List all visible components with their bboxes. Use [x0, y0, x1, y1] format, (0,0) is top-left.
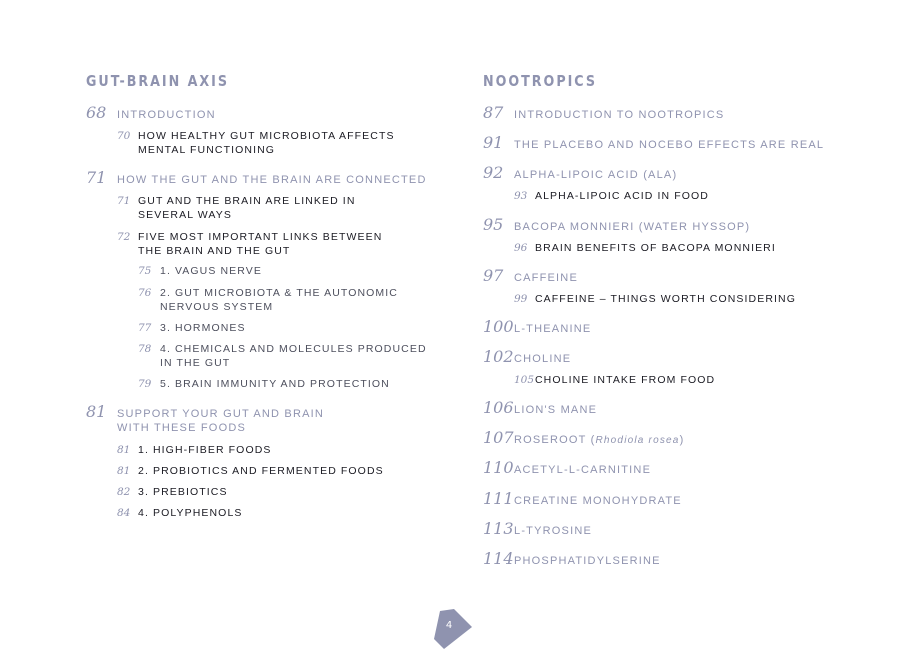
- entry-title: ALPHA-LIPOIC ACID (ALA): [514, 169, 678, 181]
- page-number: 79: [138, 378, 152, 390]
- page-number: 102: [483, 347, 514, 366]
- page-number: 75: [138, 265, 152, 277]
- entry-title: 2. PROBIOTICS AND FERMENTED FOODS: [138, 465, 384, 477]
- section-heading-gut-brain-axis: GUT-BRAIN AXIS: [86, 72, 230, 90]
- entry-title: ACETYL-L-CARNITINE: [514, 464, 652, 476]
- page-number: 68: [86, 103, 107, 122]
- entry-title: LION'S MANE: [514, 404, 598, 416]
- page-number: 105: [514, 374, 535, 386]
- page-number: 81: [117, 444, 131, 456]
- page-number: 84: [117, 507, 131, 519]
- page-number: 97: [483, 266, 504, 285]
- page-number: 111: [483, 489, 514, 508]
- entry-title: INTRODUCTION: [117, 109, 216, 121]
- entry-title: 4. POLYPHENOLS: [138, 507, 243, 519]
- page-number: 87: [483, 103, 504, 122]
- entry-title: L-TYROSINE: [514, 525, 593, 537]
- section-heading-nootropics: NOOTROPICS: [483, 72, 597, 90]
- entry-title-continued: WITH THESE FOODS: [117, 422, 247, 434]
- page-number: 113: [483, 519, 514, 538]
- page-number-label: 4: [445, 620, 453, 631]
- page-number: 91: [483, 133, 504, 152]
- page-number: 106: [483, 398, 514, 417]
- page-number: 76: [138, 287, 152, 299]
- entry-title: 2. GUT MICROBIOTA & THE AUTONOMIC: [160, 287, 398, 299]
- page-number: 72: [117, 231, 131, 243]
- page-number: 96: [514, 242, 528, 254]
- entry-title-continued: NERVOUS SYSTEM: [160, 301, 274, 313]
- page-number-badge: [434, 609, 472, 649]
- entry-title: 1. HIGH-FIBER FOODS: [138, 444, 272, 456]
- entry-title: GUT AND THE BRAIN ARE LINKED IN: [138, 195, 356, 207]
- entry-title: 5. BRAIN IMMUNITY AND PROTECTION: [160, 378, 390, 390]
- entry-title: FIVE MOST IMPORTANT LINKS BETWEEN: [138, 231, 383, 243]
- entry-title: BACOPA MONNIERI (WATER HYSSOP): [514, 221, 751, 233]
- page-number: 81: [86, 402, 107, 421]
- entry-title: 3. PREBIOTICS: [138, 486, 228, 498]
- entry-title: HOW THE GUT AND THE BRAIN ARE CONNECTED: [117, 174, 427, 186]
- entry-title: 4. CHEMICALS AND MOLECULES PRODUCED: [160, 343, 427, 355]
- page-number: 107: [483, 428, 514, 447]
- page-number: 71: [117, 195, 131, 207]
- entry-title: PHOSPHATIDYLSERINE: [514, 555, 661, 567]
- entry-title-continued: THE BRAIN AND THE GUT: [138, 245, 291, 257]
- entry-title: 3. HORMONES: [160, 322, 246, 334]
- page-number: 82: [117, 486, 131, 498]
- entry-title-start: ROSEROOT (: [514, 434, 596, 446]
- entry-title: CAFFEINE – THINGS WORTH CONSIDERING: [535, 293, 796, 305]
- page-number: 114: [483, 549, 514, 568]
- entry-title: CHOLINE INTAKE FROM FOOD: [535, 374, 716, 386]
- entry-title: L-THEANINE: [514, 323, 592, 335]
- entry-title: BRAIN BENEFITS OF BACOPA MONNIERI: [535, 242, 776, 254]
- entry-title: HOW HEALTHY GUT MICROBIOTA AFFECTS: [138, 130, 395, 142]
- entry-title-continued: SEVERAL WAYS: [138, 209, 232, 221]
- page-number: 70: [117, 130, 131, 142]
- page-number: 100: [483, 317, 514, 336]
- page-number: 77: [138, 322, 152, 334]
- page-number: 99: [514, 293, 528, 305]
- page-number: 93: [514, 190, 528, 202]
- page-number: 71: [86, 168, 107, 187]
- page-number: 95: [483, 215, 504, 234]
- entry-title: INTRODUCTION TO NOOTROPICS: [514, 109, 725, 121]
- entry-title: ALPHA-LIPOIC ACID IN FOOD: [535, 190, 709, 202]
- latin-name: Rhodiola rosea: [595, 435, 680, 446]
- page-number: 81: [117, 465, 131, 477]
- entry-title-continued: IN THE GUT: [160, 357, 231, 369]
- entry-title: 1. VAGUS NERVE: [160, 265, 262, 277]
- page-number: 78: [138, 343, 152, 355]
- entry-title-end: ): [679, 434, 685, 446]
- entry-title: SUPPORT YOUR GUT AND BRAIN: [117, 408, 325, 420]
- entry-title: CREATINE MONOHYDRATE: [514, 495, 682, 507]
- entry-title: [514, 433, 684, 448]
- entry-title: CAFFEINE: [514, 272, 578, 284]
- entry-title: THE PLACEBO AND NOCEBO EFFECTS ARE REAL: [514, 139, 825, 151]
- page-number: 110: [483, 458, 514, 477]
- entry-title: CHOLINE: [514, 353, 572, 365]
- page-number: 92: [483, 163, 504, 182]
- entry-title-continued: MENTAL FUNCTIONING: [138, 144, 276, 156]
